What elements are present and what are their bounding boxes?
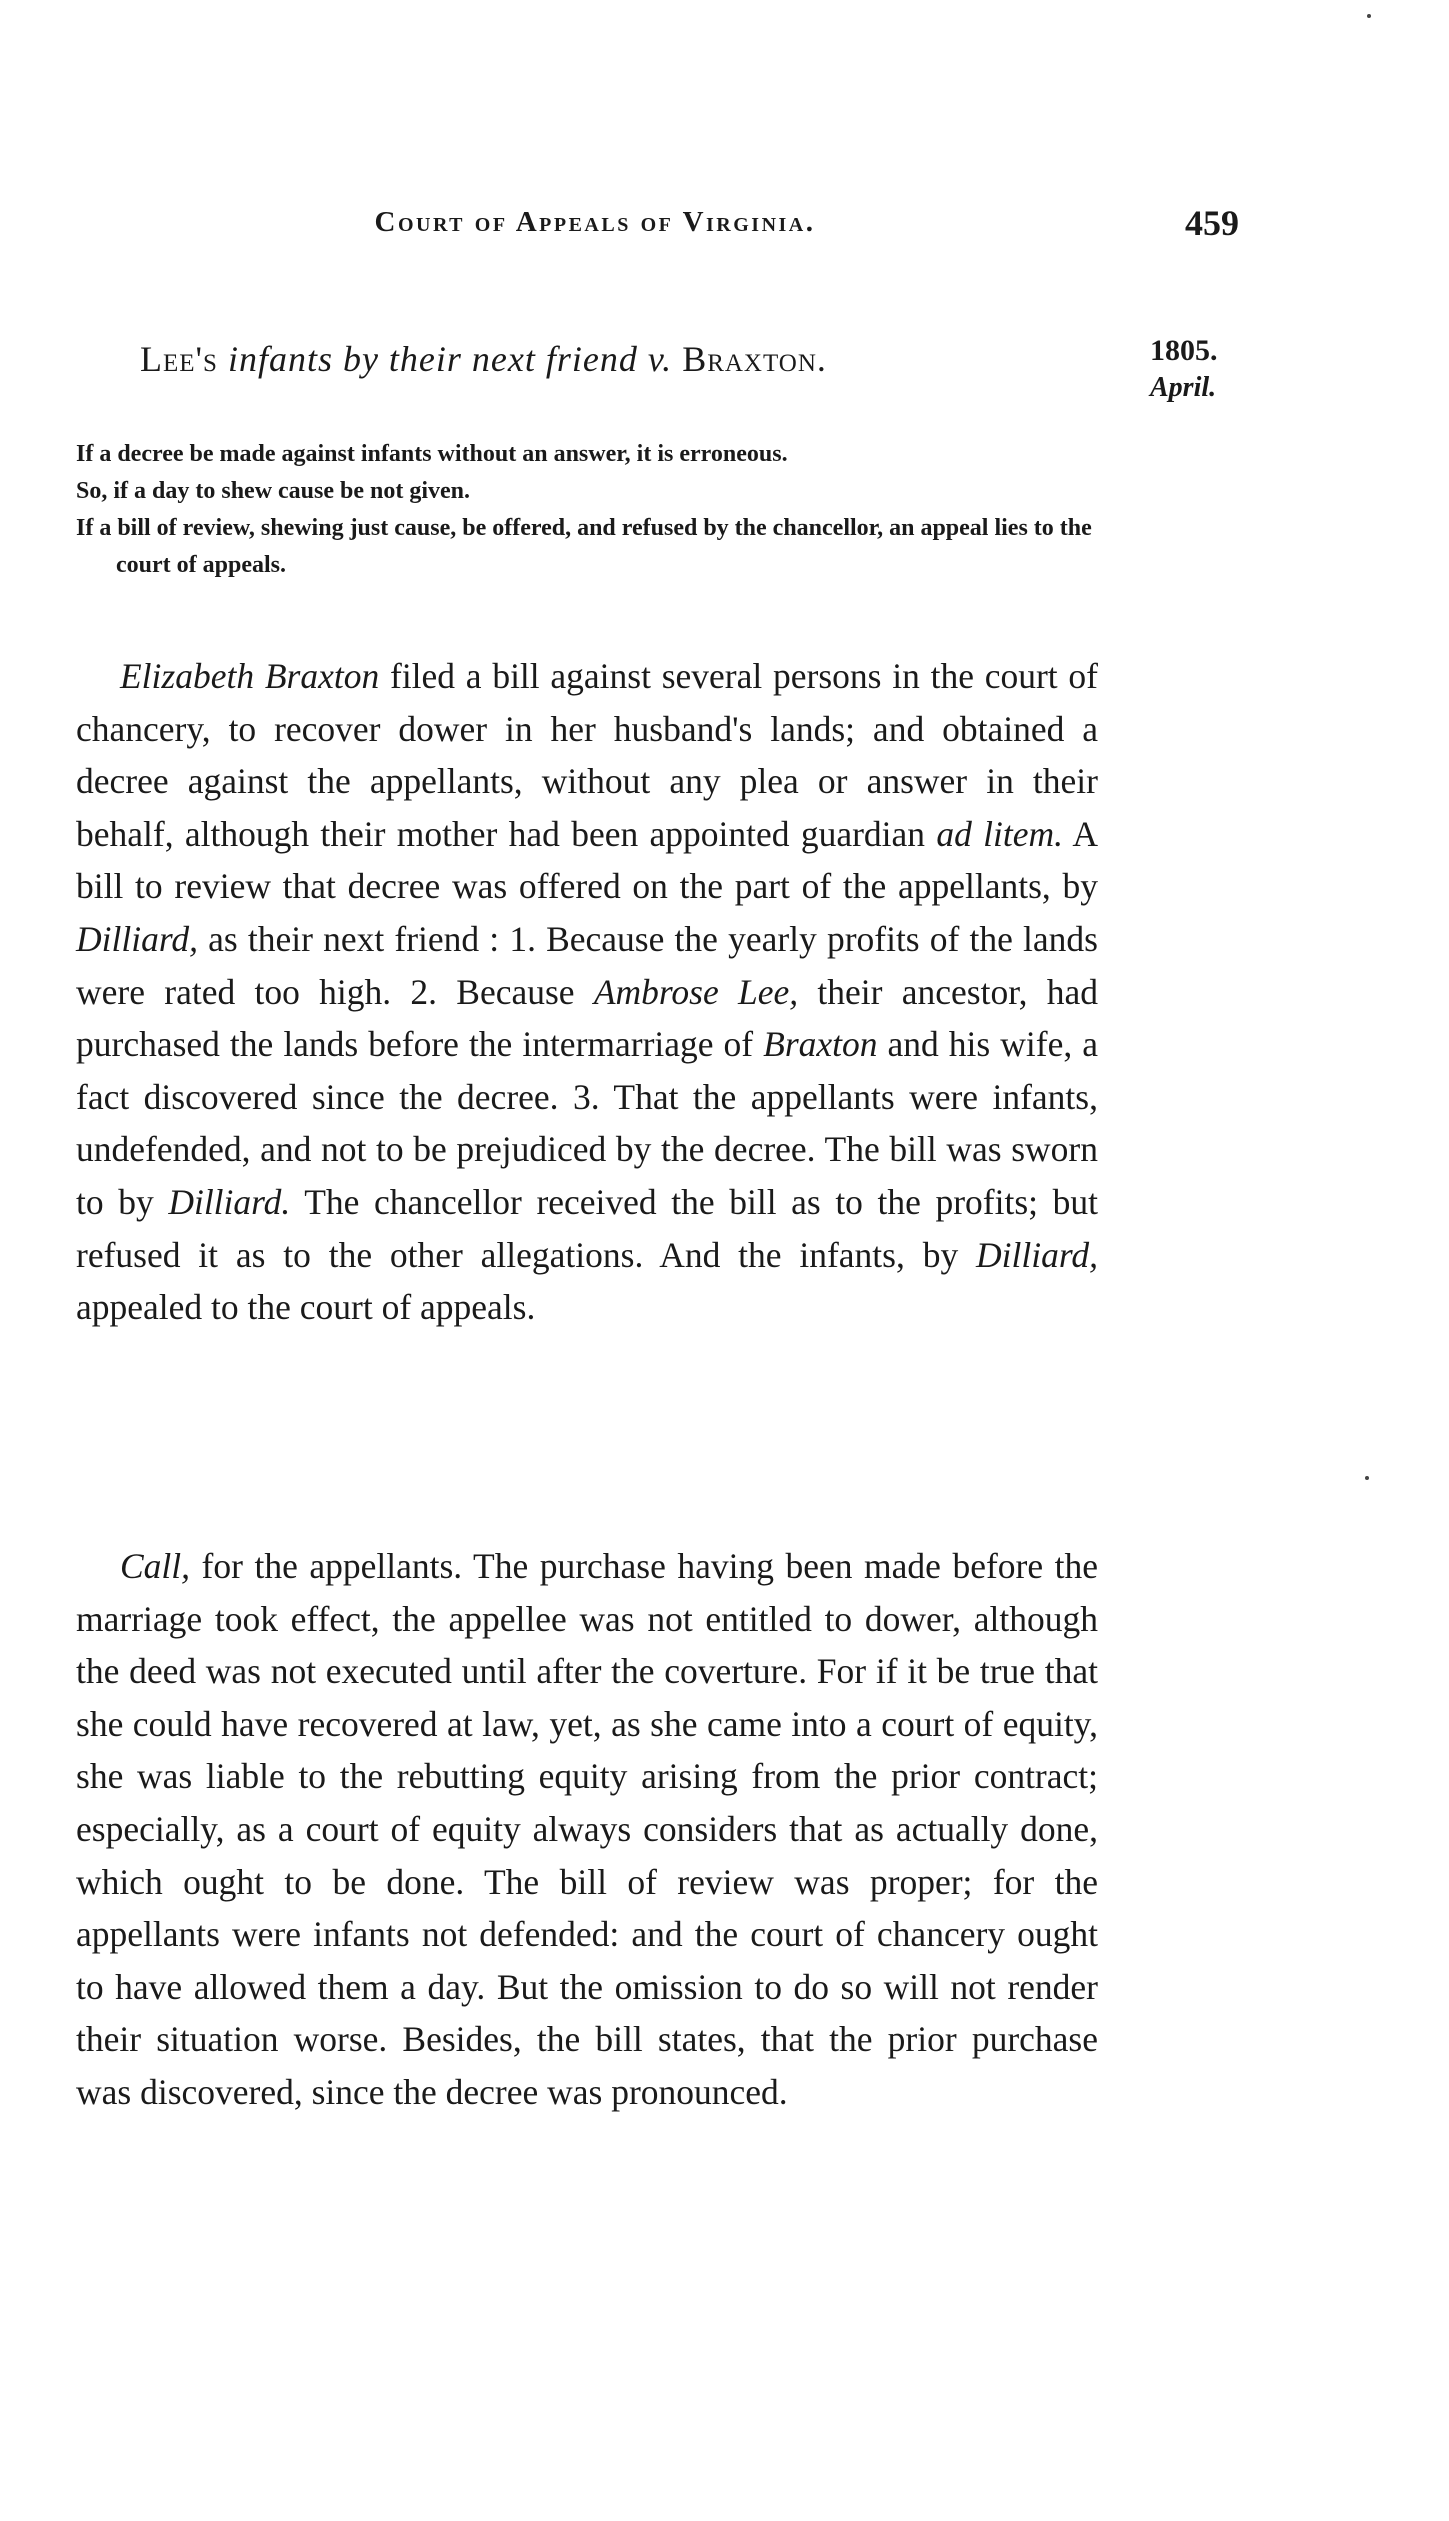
text-run: A bill to review that decree was offered on the part of the appellants, by (76, 813, 1099, 907)
scan-speck (1365, 1476, 1369, 1480)
text-run: appealed to the court of appeals. (76, 1287, 536, 1328)
margin-month: April. (1150, 372, 1217, 403)
italic-run: Dilliard, (976, 1234, 1098, 1275)
scan-speck (1367, 14, 1371, 18)
italic-run: Dilliard, (76, 918, 198, 959)
italic-run: Call, (120, 1546, 191, 1586)
margin-year: 1805. (1150, 334, 1218, 367)
text-run: The chancellor received the bill as to the profits; but refused it as to the other allegations. And the infants, by (76, 1181, 1098, 1275)
running-head: Court of Appeals of Virginia. (374, 206, 816, 238)
headnotes (76, 436, 1106, 584)
text-run: for the appellants. The purchase having been made before the marriage took effect, the appellee was not entitled to dower, although the deed was not executed until after the coverture. For if it be true that she could have recovered at law, yet, as she came into a court of equity, she was liable to the rebutting equity arising from the prior contract; especially, as a court of equity always considers that as actually done, which ought to be done. The bill of review was proper; for the appellants were infants not defended: and the court of chancery ought to have allowed them a day. But the omission to do so will not render their situation worse. Besides, the bill states, that the prior purchase was discovered, since the decree was pronounced. (76, 1546, 1098, 2112)
paragraph-text (76, 1540, 1098, 2119)
headnote: If a decree be made against infants without an answer, it is erroneous. (76, 441, 788, 467)
text-run: as their next friend : 1. Because the yearly profits of the lands were rated too high. 2. Because (76, 918, 1098, 1012)
italic-run: Dilliard. (168, 1181, 291, 1222)
italic-run: Braxton (763, 1024, 878, 1065)
case-title-italic: infants by their next friend v. (227, 339, 673, 379)
case-party-braxton: Braxton. (682, 339, 827, 379)
page-number: 459 (1185, 203, 1239, 243)
case-party-lee: Lee's (140, 339, 218, 379)
italic-run: ad litem. (936, 813, 1064, 854)
italic-run: Elizabeth Braxton (120, 656, 380, 696)
text-run: and his wife, a fact discovered since the decree. 3. That the appellants were infants, undefended, and not to be prejudiced by the decree. The bill was sworn to by (76, 1024, 1098, 1222)
text-run: their ancestor, had purchased the lands before the intermarriage of (76, 971, 1099, 1065)
argument-paragraph (76, 1540, 1098, 2119)
headnote: If a bill of review, shewing just cause, be offered, and refused by the chancellor, an appeal lies to the court of appeals. (76, 515, 1092, 578)
case-title (140, 338, 1060, 380)
text-run: filed a bill against several persons in the court of chancery, to recover dower in her husband's lands; and obtained a decree against the appellants, without any plea or answer in their behalf, although their mother had been appointed guardian (76, 656, 1098, 854)
statement-of-facts (76, 650, 1098, 1334)
headnote: So, if a day to shew cause be not given. (76, 478, 471, 504)
italic-run: Ambrose Lee, (593, 971, 799, 1012)
paragraph-text (76, 650, 1098, 1334)
